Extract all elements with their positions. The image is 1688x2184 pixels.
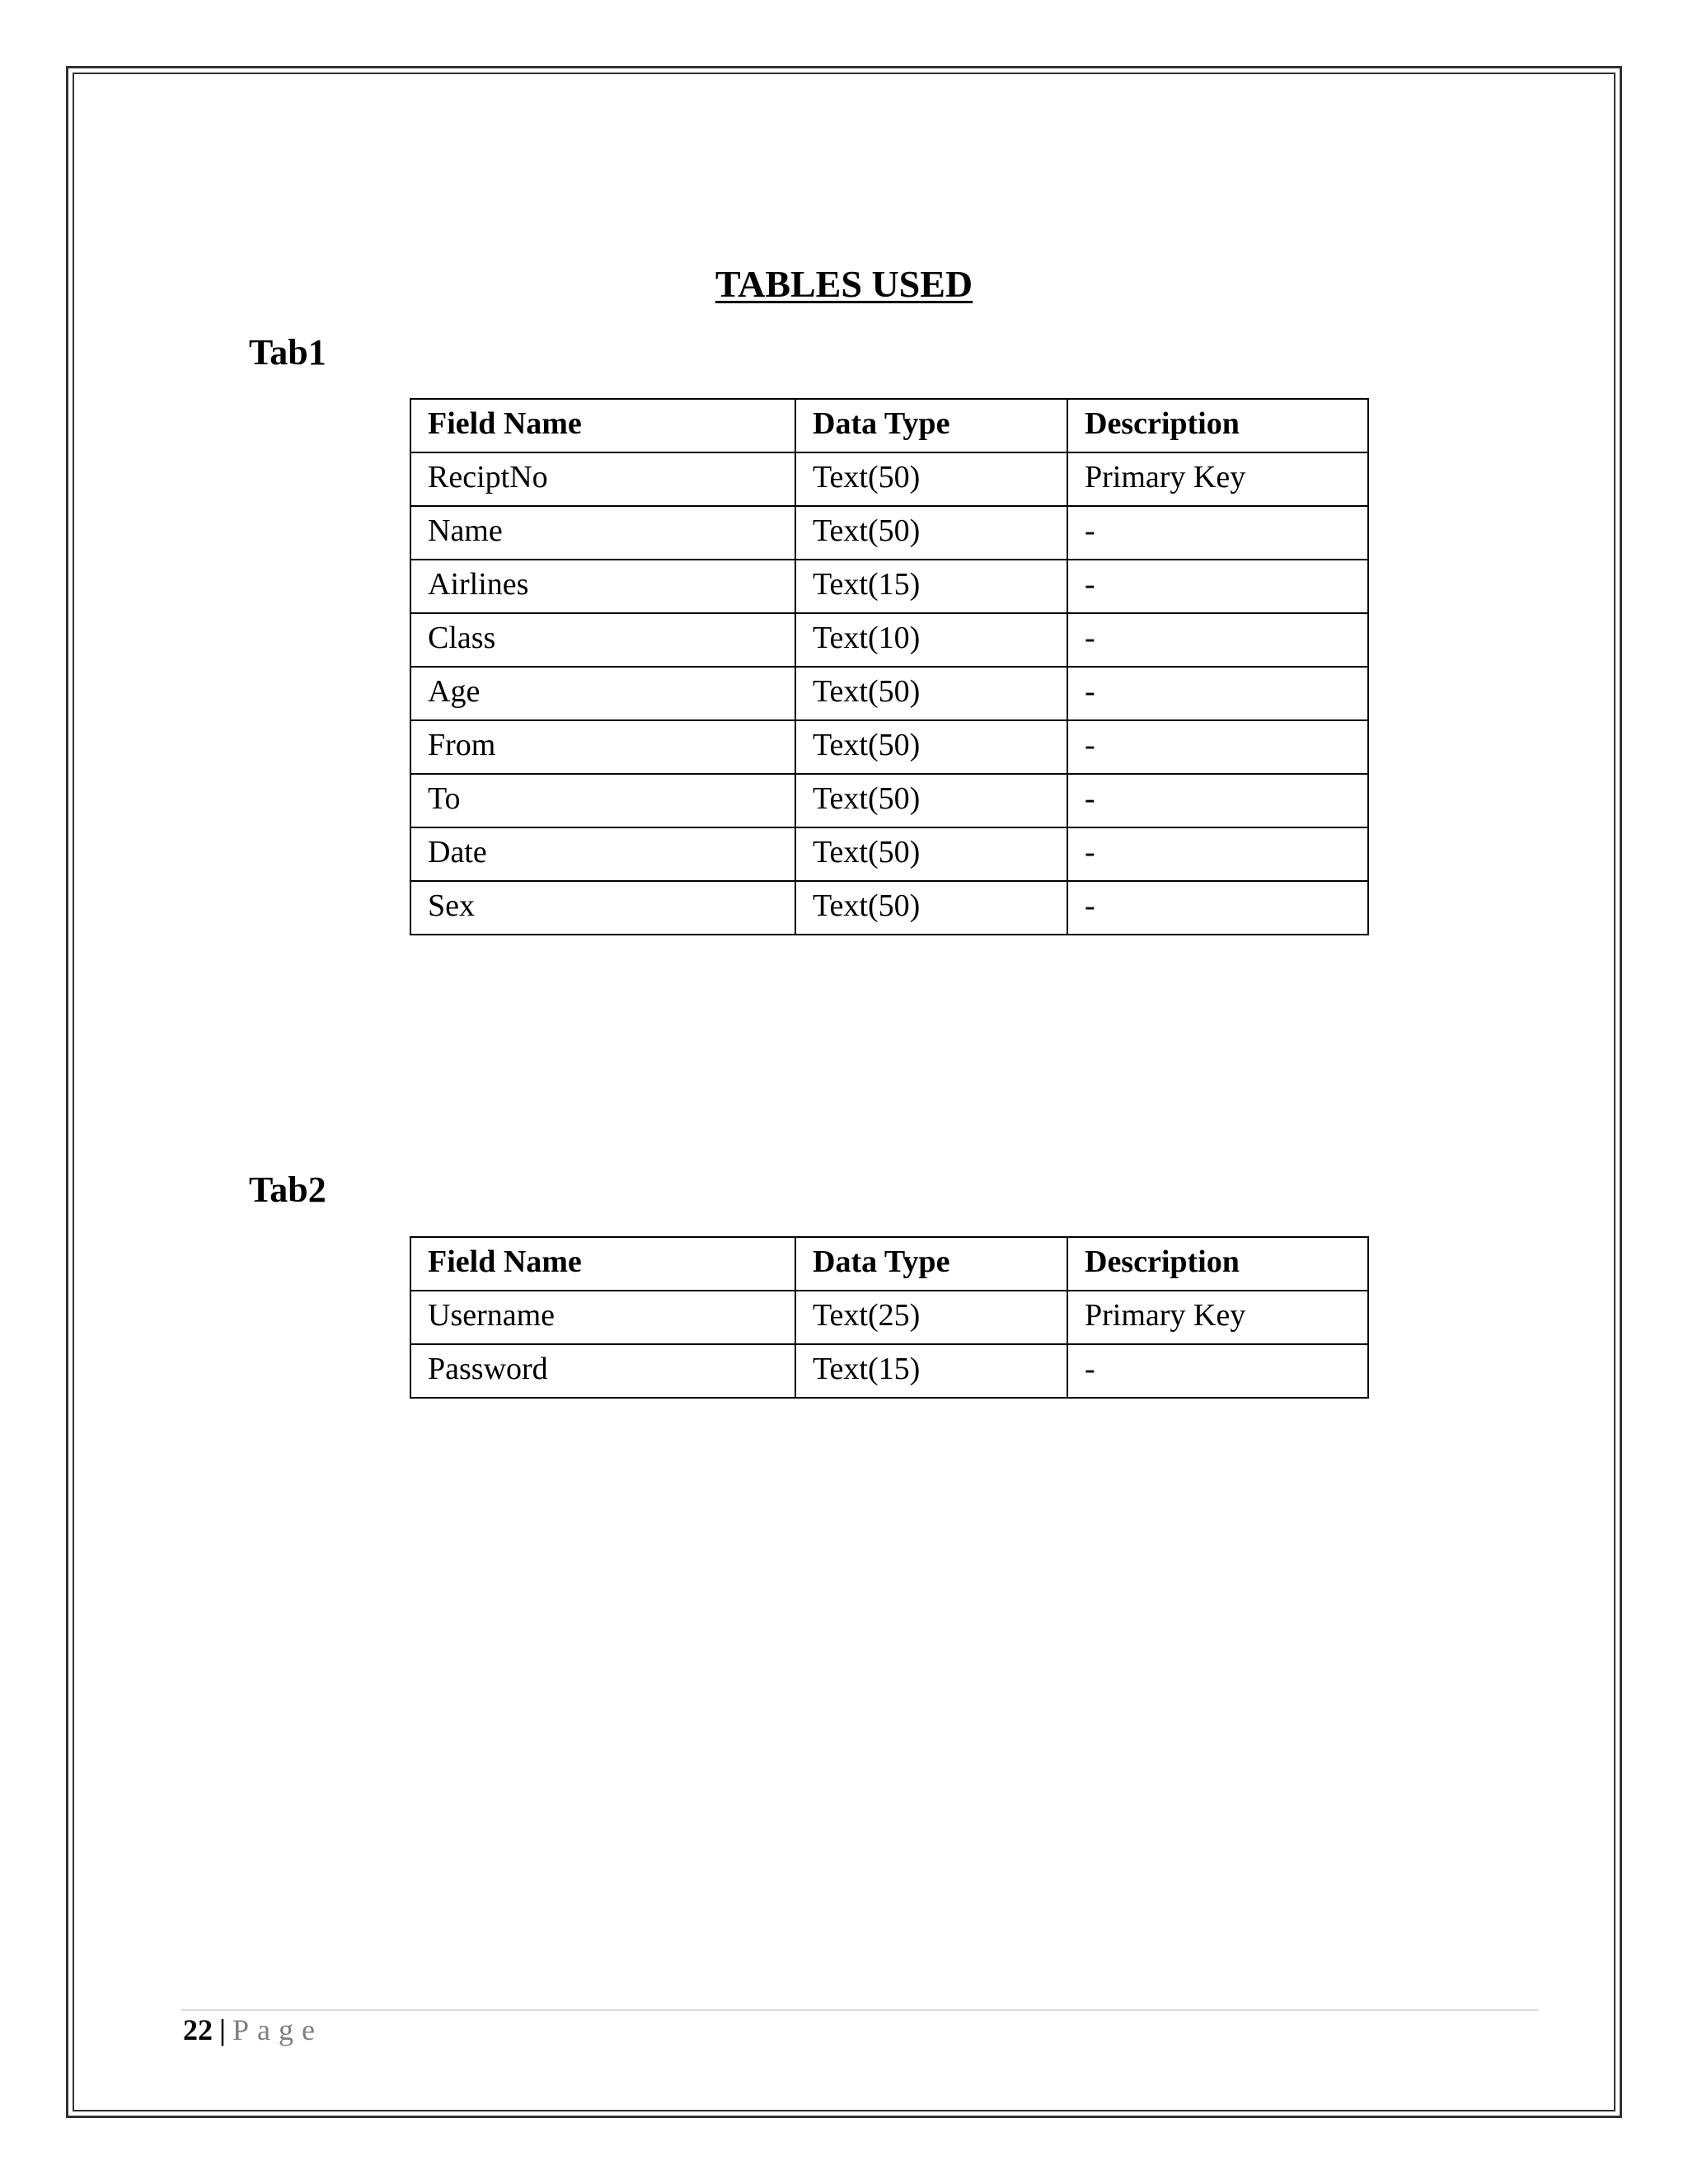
cell-field-name: To [410,774,795,827]
cell-data-type: Text(15) [795,560,1067,613]
cell-description: - [1067,881,1368,935]
cell-description: - [1067,827,1368,881]
table-row [410,613,1368,667]
cell-data-type: Text(50) [795,452,1067,506]
page-title-text: TABLES USED [715,263,973,305]
cell-field-name: Airlines [410,560,795,613]
cell-data-type: Text(15) [795,1344,1067,1398]
section-heading-tab1: Tab1 [249,332,326,373]
table-row [410,1344,1368,1398]
footer-rule [181,2009,1538,2011]
cell-data-type: Text(50) [795,774,1067,827]
cell-data-type: Text(50) [795,881,1067,935]
column-header-field-name: Field Name [410,399,795,452]
cell-data-type: Text(50) [795,827,1067,881]
table-tab2 [410,1236,1369,1399]
table-row [410,667,1368,720]
cell-description: Primary Key [1067,1291,1368,1344]
page-footer [183,2013,323,2047]
page-label: Page [232,2013,323,2046]
footer-separator: | [219,2013,226,2046]
cell-description: - [1067,774,1368,827]
column-header-field-name: Field Name [410,1237,795,1291]
cell-field-name: Date [410,827,795,881]
cell-description: - [1067,506,1368,560]
column-header-data-type: Data Type [795,399,1067,452]
cell-field-name: Name [410,506,795,560]
table-row [410,720,1368,774]
cell-description: - [1067,667,1368,720]
table-header-row [410,399,1368,452]
table-row [410,1291,1368,1344]
cell-description: - [1067,613,1368,667]
cell-description: - [1067,1344,1368,1398]
column-header-description: Description [1067,1237,1368,1291]
cell-data-type: Text(50) [795,720,1067,774]
cell-field-name: Username [410,1291,795,1344]
cell-field-name: Password [410,1344,795,1398]
table-tab1 [410,398,1369,935]
section-heading-tab2: Tab2 [249,1169,326,1210]
table-row [410,506,1368,560]
table-row [410,560,1368,613]
cell-field-name: Sex [410,881,795,935]
cell-data-type: Text(25) [795,1291,1067,1344]
page-title [0,262,1688,306]
table-row [410,881,1368,935]
table-row [410,452,1368,506]
page-border-inner [73,73,1615,2111]
cell-field-name: ReciptNo [410,452,795,506]
column-header-data-type: Data Type [795,1237,1067,1291]
cell-field-name: Class [410,613,795,667]
cell-data-type: Text(50) [795,667,1067,720]
cell-data-type: Text(10) [795,613,1067,667]
cell-data-type: Text(50) [795,506,1067,560]
table-row [410,774,1368,827]
column-header-description: Description [1067,399,1368,452]
cell-description: - [1067,720,1368,774]
table-header-row [410,1237,1368,1291]
cell-description: - [1067,560,1368,613]
cell-field-name: Age [410,667,795,720]
page-number: 22 [183,2013,213,2046]
cell-field-name: From [410,720,795,774]
cell-description: Primary Key [1067,452,1368,506]
table-row [410,827,1368,881]
